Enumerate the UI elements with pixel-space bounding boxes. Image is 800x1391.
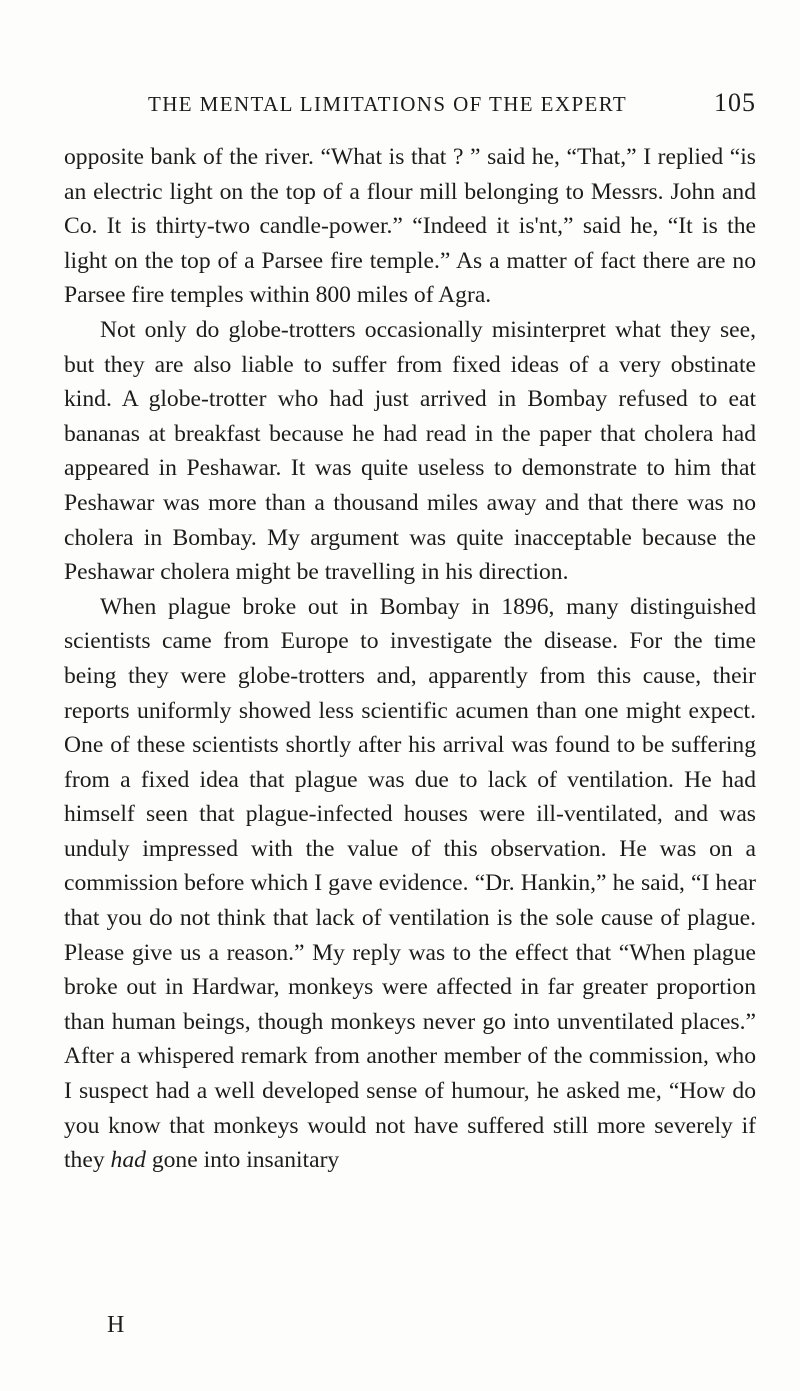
paragraph-3-tail: gone into insanitary (151, 1147, 340, 1174)
paragraph-3 (64, 590, 756, 1178)
running-title: THE MENTAL LIMITATIONS OF THE EXPERT (148, 92, 628, 116)
italic-word: had (110, 1147, 146, 1174)
paragraph-3-text: When plague broke out in Bombay in 1896, many distinguished scientists came from Europe to investigate the disease. For the time being they were globe-trotters and, apparently from this cause, their reports uniformly showed less scientific acumen than one might expect. One of these scientists shortly after his arrival was found to be suffering from a fixed idea that plague was due to lack of ventilation. He had himself seen that plague-infected houses were ill-ventilated, and was unduly impressed with the value of this observation. He was on a commission before which I gave evidence. “Dr. Hankin,” he said, “I hear that you do not think that lack of ventilation is the sole cause of plague. Please give us a reason.” My reply was to the effect that “When plague broke out in Hardwar, monkeys were affected in far greater proportion than human beings, though monkeys never go into unventilated places.” After a whispered remark from another member of the commission, who I suspect had a well developed sense of humour, he asked me, “How do you know that monkeys would not have suffered still more severely if they (64, 593, 756, 1174)
paragraph-1: opposite bank of the river. “What is that ? ” said he, “That,” I replied “is an electric light on the top of a flour mill belonging to Messrs. John and Co. It is thirty-two candle-power.” “Indeed it is'nt,” said he, “It is the light on the top of a Parsee fire temple.” As a matter of fact there are no Parsee fire temples within 800 miles of Agra. (64, 144, 756, 309)
signature-mark: H (107, 1312, 125, 1338)
page-number: 105 (714, 88, 756, 117)
body-text (64, 140, 756, 1178)
paragraph-2: Not only do globe-trotters occasionally misinterpret what they see, but they are also liable to suffer from fixed ideas of a very obstinate kind. A globe-trotter who had just arrived in Bombay refused to eat bananas at breakfast because he had read in the paper that cholera had appeared in Peshawar. It was quite useless to demonstrate to him that Peshawar was more than a thousand miles away and that there was no cholera in Bombay. My argument was quite inacceptable because the Peshawar cholera might be travelling in his direction. (64, 316, 756, 586)
running-head (148, 88, 756, 118)
